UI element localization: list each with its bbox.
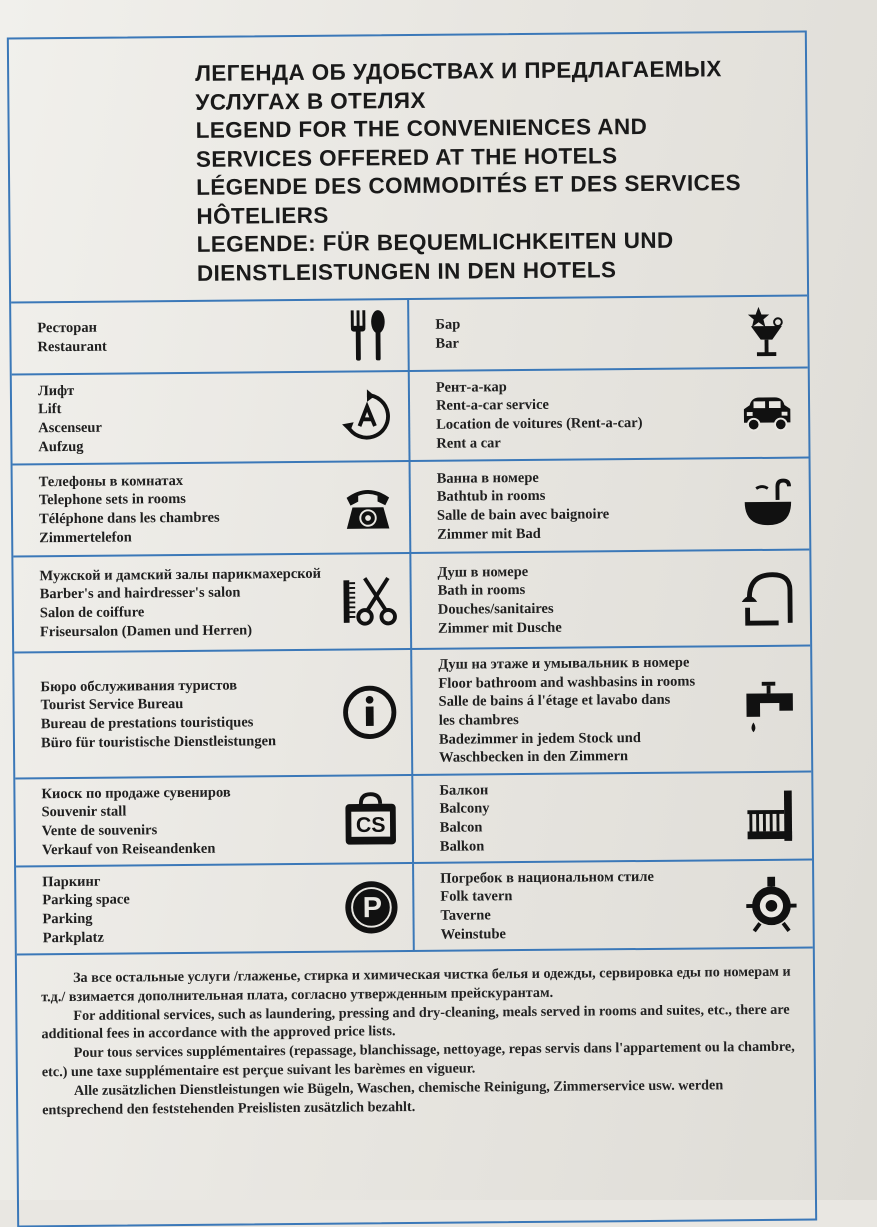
cell-line: Verkauf von Reiseandenken	[41, 840, 216, 858]
elevator-icon	[336, 385, 399, 448]
cell-line: Мужской и дамский залы парикмахерской	[39, 565, 322, 585]
header-line: ЛЕГЕНДА ОБ УДОБСТВАХ И ПРЕДЛАГАЕМЫХ	[195, 56, 722, 86]
cell-line: Ascenseur	[38, 419, 102, 437]
legend-row-lift-rentacar	[12, 369, 809, 466]
parking-icon	[340, 876, 403, 939]
cell-texts	[38, 379, 337, 456]
telephone-icon	[337, 476, 400, 539]
cell-line: Balcony	[439, 800, 490, 818]
cell-barber	[13, 554, 412, 651]
header-line: LEGEND FOR THE CONVENIENCES AND	[195, 113, 648, 143]
cell-line: Location de voitures (Rent-a-car)	[436, 414, 643, 433]
comb-scissors-icon	[337, 570, 400, 633]
cell-line: Zimmer mit Dusche	[437, 619, 562, 637]
note-paragraph-fr: Pour tous services supplémentaires (repassage, blanchissage, nettoyage, repas servis dans l'appartement ou la chambre, etc.) une taxe supplémentaire est perçue suivant les barèmes en vigueur.	[41, 1038, 795, 1081]
note-paragraph-de: Alle zusätzlichen Dienstleistungen wie Bügeln, Waschen, chemische Reinigung, Zimmerservice usw. werden entsprechend den feststehenden Preislisten zusätzlich bezahlt.	[42, 1077, 724, 1118]
legend-header	[9, 33, 807, 304]
cell-texts	[41, 782, 340, 859]
legend-row-barber-shower	[13, 551, 810, 654]
cell-parking	[16, 864, 415, 953]
cell-line: Душ на этаже и умывальник в номере	[438, 654, 690, 673]
cell-line: Badezimmer in jedem Stock und	[438, 729, 641, 748]
cell-line: Parkplatz	[42, 929, 104, 946]
cell-line: Rent-a-car service	[435, 397, 549, 415]
cell-line: Douches/sanitaires	[437, 600, 554, 618]
cell-line: Téléphone dans les chambres	[38, 509, 220, 528]
legend-row-telephone-bathtub	[13, 459, 810, 558]
header-line: УСЛУГАХ В ОТЕЛЯХ	[195, 87, 426, 115]
cell-line: Bathtub in rooms	[436, 488, 546, 506]
cell-line: Salle de bains á l'étage et lavabo dans	[438, 692, 671, 711]
cell-line: Bath in rooms	[437, 582, 526, 600]
cocktail-glass-icon	[735, 301, 798, 364]
bathtub-icon	[737, 473, 800, 536]
cell-texts	[40, 675, 339, 752]
legend-row-restaurant-bar	[11, 297, 808, 376]
cell-line: Rent a car	[436, 434, 501, 452]
cell-texts	[440, 867, 741, 944]
cell-line: Parking space	[42, 891, 130, 909]
cell-floor-bathroom	[412, 647, 811, 774]
cell-line: Бюро обслуживания туристов	[40, 677, 238, 696]
wine-barrel-icon	[740, 873, 803, 936]
cell-line: Büro für touristische Dienstleistungen	[40, 732, 277, 751]
additional-services-note	[17, 949, 814, 1120]
cell-line: Ванна в номере	[436, 469, 539, 487]
info-icon	[338, 681, 401, 744]
cell-line: Рент-а-кар	[435, 378, 507, 396]
cell-line: Tourist Service Bureau	[40, 696, 184, 714]
cell-texts	[439, 779, 740, 856]
cell-line: les chambres	[438, 712, 519, 729]
header-line: HÔTELIERS	[196, 202, 329, 229]
header-line: LÉGENDE DES COMMODITÉS ET DES SERVICES	[196, 170, 742, 200]
cell-line: Телефоны в комнатах	[38, 472, 184, 491]
balcony-icon	[739, 785, 802, 848]
cell-texts	[437, 467, 738, 544]
header-line: LEGENDE: FÜR BEQUEMLICHKEITEN UND	[196, 227, 674, 257]
cell-tourist-service	[14, 650, 413, 777]
cell-line: Ресторан	[37, 320, 98, 337]
cell-texts	[39, 564, 338, 641]
cell-line: Бар	[435, 316, 461, 334]
cell-line: Telephone sets in rooms	[38, 491, 186, 509]
cell-balcony	[413, 773, 812, 862]
souvenir-bag-letters: CS	[355, 812, 386, 838]
legend-table	[7, 31, 817, 1227]
cell-line: Barber's and hairdresser's salon	[39, 584, 241, 603]
cell-line: Salon de coiffure	[39, 604, 145, 622]
cell-line: Bar	[435, 335, 459, 352]
cell-line: Aufzug	[38, 438, 84, 455]
cell-folk-tavern	[414, 861, 813, 950]
cell-line: Balcon	[439, 819, 483, 836]
shower-icon	[737, 567, 800, 630]
fork-spoon-icon	[335, 304, 398, 367]
cell-texts	[37, 317, 335, 357]
cell-telephone	[13, 462, 412, 555]
cell-texts	[42, 870, 341, 947]
cell-lift	[12, 372, 411, 463]
header-line: SERVICES OFFERED AT THE HOTELS	[195, 142, 618, 172]
cell-line: Parking	[42, 910, 93, 928]
parking-letter: P	[362, 891, 383, 925]
cell-line: Bureau de prestations touristiques	[40, 714, 254, 733]
souvenir-bag-icon	[339, 788, 402, 851]
cell-line: Weinstube	[440, 925, 506, 943]
cell-line: Лифт	[37, 382, 75, 400]
cell-texts	[435, 314, 735, 354]
cell-line: Waschbecken in den Zimmern	[439, 748, 629, 766]
cell-line: Паркинг	[42, 873, 101, 891]
cell-texts	[436, 376, 737, 453]
cell-line: Taverne	[440, 907, 491, 924]
cell-line: Souvenir stall	[41, 803, 127, 821]
cell-rentacar	[410, 369, 809, 460]
cell-line: Vente de souvenirs	[41, 822, 158, 840]
cell-texts	[39, 470, 338, 547]
cell-line: Душ в номере	[437, 563, 529, 581]
cell-line: Friseursalon (Damen und Herren)	[39, 621, 253, 640]
cell-texts	[438, 653, 739, 767]
cell-line: Погребок в национальном стиле	[440, 868, 655, 887]
legend-row-parking-tavern	[16, 861, 813, 956]
cell-bathtub	[411, 459, 810, 552]
note-paragraph-ru: За все остальные услуги /глаженье, стирка и химическая чистка белья и одежды, сервировка еды по номерам и т.д./ взимается дополнительная плата, согласно утвержденным прейскурантам.	[41, 963, 791, 1006]
cell-line: Floor bathroom and washbasins in rooms	[438, 673, 696, 692]
header-line: DIENSTLEISTUNGEN IN DEN HOTELS	[196, 256, 617, 286]
cell-line: Restaurant	[37, 338, 107, 356]
cell-shower	[411, 551, 810, 648]
cell-texts	[437, 561, 738, 638]
cell-line: Salle de bain avec baignoire	[436, 506, 610, 524]
cell-line: Zimmertelefon	[39, 529, 132, 546]
cell-line: Киоск по продаже сувениров	[41, 784, 231, 803]
note-paragraph-en: For additional services, such as laundering, pressing and dry-cleaning, meals served in rooms and suites, etc., there are additional fees in accordance with the approved price lists.	[41, 1001, 790, 1043]
legend-rows	[11, 297, 813, 956]
legend-row-tourist-floorbath	[14, 647, 811, 780]
car-icon	[736, 382, 799, 445]
faucet-icon	[738, 678, 801, 741]
cell-line: Балкон	[439, 782, 489, 799]
cell-line: Folk tavern	[440, 888, 513, 906]
cell-bar	[409, 297, 808, 370]
cell-line: Zimmer mit Bad	[437, 525, 541, 543]
cell-line: Lift	[38, 401, 62, 418]
cell-restaurant	[11, 300, 410, 373]
cell-line: Balkon	[439, 837, 485, 855]
legend-row-souvenir-balcony	[15, 773, 812, 868]
cell-souvenir	[15, 776, 414, 865]
